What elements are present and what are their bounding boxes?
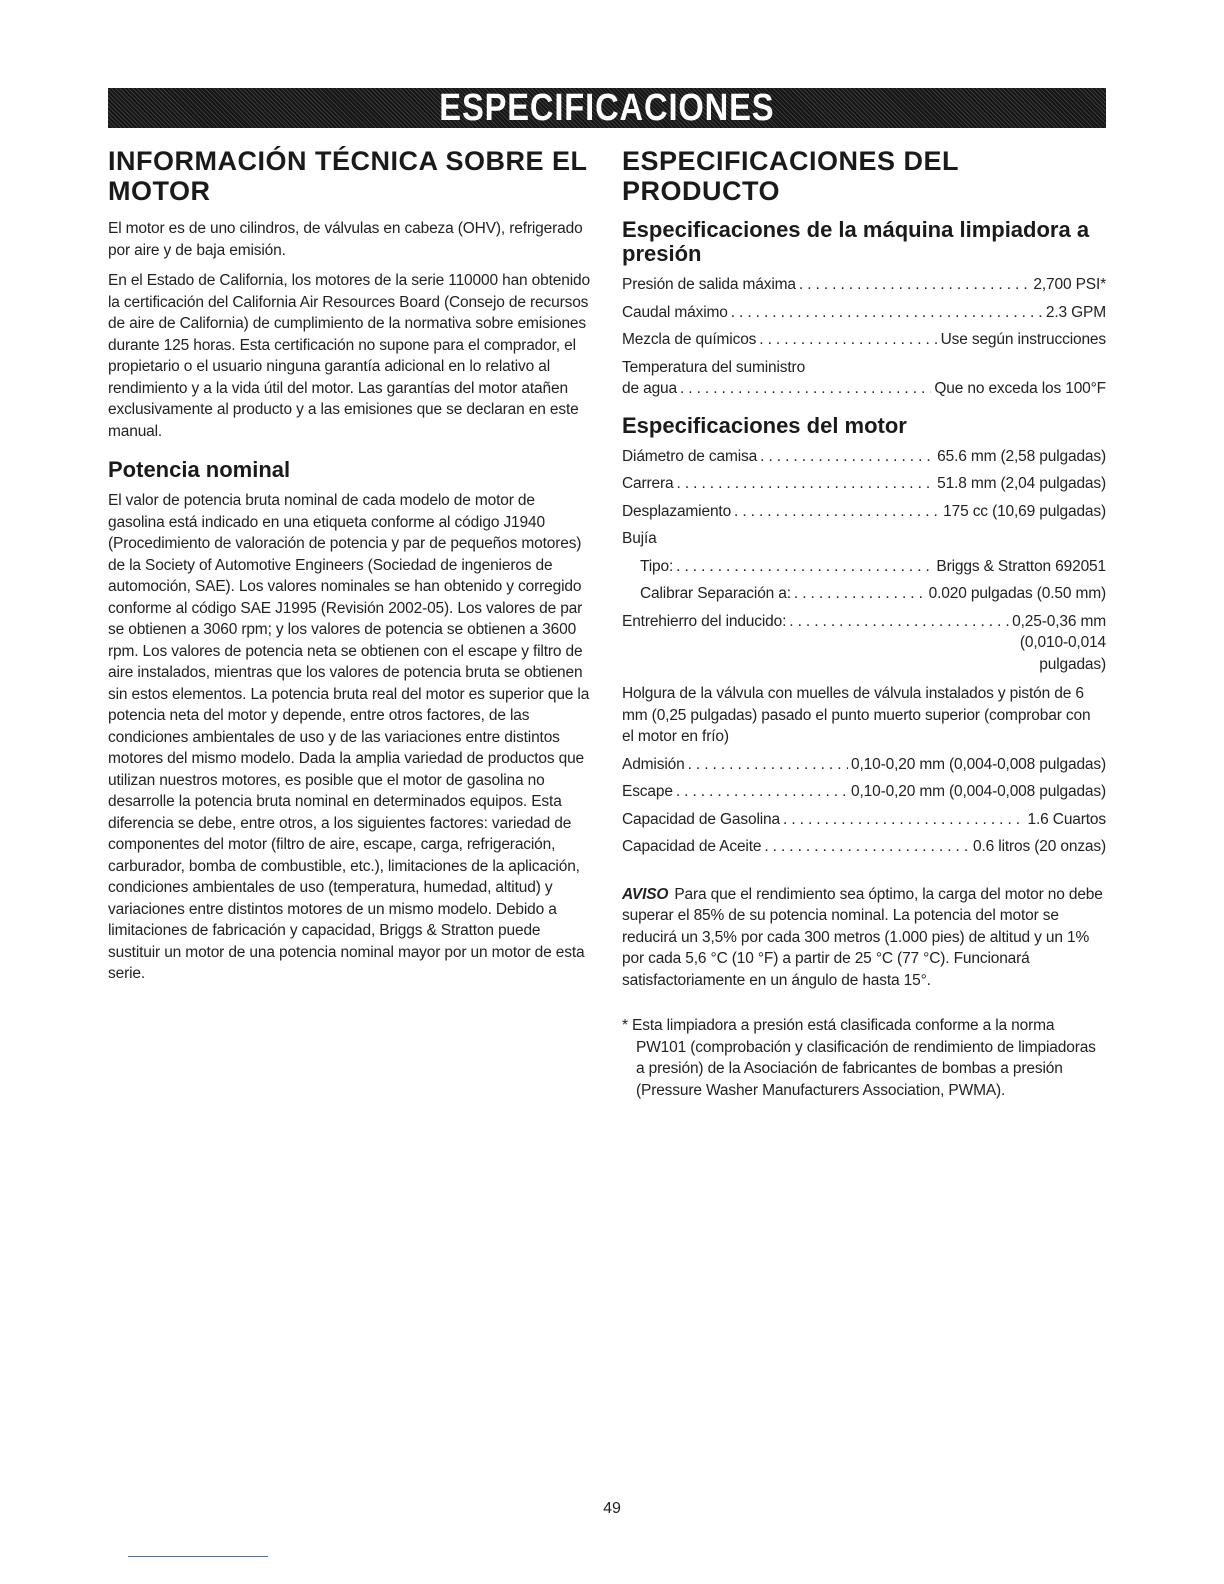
spec-label: Desplazamiento: [622, 502, 732, 520]
spec-row-water-temp: [622, 378, 1106, 400]
spec-label: Tipo:: [640, 557, 674, 575]
engine-description: El motor es de uno cilindros, de válvulas en cabeza (OHV), refrigerado por aire y de baja emisión.: [108, 220, 583, 259]
washer-specs-heading: Especificaciones de la máquina limpiadora a presión: [622, 217, 1090, 266]
spec-value: Briggs & Stratton 692051: [936, 557, 1106, 575]
spec-row-plug-gap: [622, 583, 1106, 605]
leader-dots: [799, 274, 1031, 296]
armature-value-continued: pulgadas): [1039, 655, 1106, 673]
spec-row-armature-gap: [622, 611, 1106, 633]
spec-row-stroke: [622, 473, 1106, 495]
spec-row-flow: [622, 302, 1106, 324]
spec-value: Use según instrucciones: [940, 331, 1106, 348]
spec-row-displacement: [622, 501, 1106, 523]
engine-specs: [622, 446, 1106, 858]
spec-label: Diámetro de camisa: [622, 447, 758, 465]
spec-label-line: Temperatura del suministro: [622, 358, 806, 376]
spec-label: Presión de salida máxima: [622, 276, 796, 293]
spec-label: Carrera: [622, 475, 674, 492]
spec-value: 0.6 litros (20 onzas): [973, 838, 1106, 855]
leader-dots: [676, 556, 933, 578]
right-column: [622, 146, 1106, 1101]
leader-dots: [688, 754, 848, 776]
leader-dots: [760, 446, 934, 468]
spec-value: 2.3 GPM: [1045, 303, 1106, 321]
spec-value: 175 cc (10,69 pulgadas): [943, 502, 1106, 520]
leader-dots: [794, 583, 926, 605]
banner-title: ESPECIFICACIONES: [439, 87, 775, 129]
spec-label: Admisión: [622, 755, 685, 773]
spec-row-exhaust: [622, 781, 1106, 803]
spec-label: Mezcla de químicos: [622, 331, 757, 348]
leader-dots: [783, 809, 1025, 831]
spec-value: 0,25-0,36 mm: [1012, 612, 1106, 630]
page-number: 49: [603, 1500, 621, 1517]
spec-value: Que no exceda los 100°F: [934, 380, 1106, 397]
spec-row-plug-type: [622, 556, 1106, 578]
leader-dots: [759, 329, 937, 351]
leader-dots: [789, 611, 1009, 633]
spec-label: Capacidad de Aceite: [622, 838, 762, 855]
spark-plug-label: Bujía: [622, 530, 657, 547]
leader-dots: [734, 501, 940, 523]
valve-clearance-text: Holgura de la válvula con muelles de válvula instalados y pistón de 6 mm (0,25 pulgadas) pasado el punto muerto superior (comprobar con el motor en frío): [622, 685, 1091, 745]
product-specs-heading: ESPECIFICACIONES DEL PRODUCTO: [622, 146, 959, 206]
spec-label: de agua: [622, 380, 677, 397]
leader-dots: [676, 781, 848, 803]
leader-dots: [764, 836, 970, 858]
power-rating-heading: Potencia nominal: [108, 457, 291, 482]
spec-row-fuel-capacity: [622, 809, 1106, 831]
spec-value: 0,10-0,20 mm (0,004-0,008 pulgadas): [851, 755, 1106, 773]
leader-dots: [677, 473, 935, 495]
spec-row-oil-capacity: [622, 836, 1106, 858]
spec-label: Calibrar Separación a:: [640, 585, 791, 602]
engine-info-heading: INFORMACIÓN TÉCNICA SOBRE EL MOTOR: [108, 146, 588, 206]
spec-row-intake: [622, 754, 1106, 776]
spec-label: Entrehierro del inducido:: [622, 612, 787, 630]
power-rating-text: El valor de potencia bruta nominal de cada modelo de motor de gasolina está indicado en una etiqueta conforme al código J1940 (Procedimiento de valoración de potencia y par de pequeños motores) de la Society of Automotive Engineers (Sociedad de ingenieros de automoción, SAE). Los valores nominales se han obtenido y corregido conforme al código SAE J1995 (Revisión 2002-05). Los valores de par se obtienen a 3060 rpm; y los valores de potencia se obtienen a 3600 rpm. Los valores de potencia neta se obtienen con el escape y filtro de aire instalados, mientras que los valores de potencia bruta se obtienen sin estos elementos. La potencia bruta real del motor es superior que la potencia neta del motor y depende, entre otros factores, de las condiciones ambientales de uso y de las variaciones entre distintos motores del mismo modelo. Dada la amplia variedad de productos que utilizan nuestros motores, es posible que el motor de gasolina no desarrolle la potencia bruta nominal en determinados equipos. Esta diferencia se debe, entre otros, a los siguientes factores: variedad de componentes del motor (filtro de aire, escape, carga, refrigeración, carburador, bomba de combustible, etc.), limitaciones de la aplicación, condiciones ambientales de uso (temperatura, humedad, altitud) y variaciones entre distintos motores de un mismo modelo. Debido a limitaciones de fabricación y capacidad, Briggs & Stratton puede sustituir un motor de una potencia nominal mayor por un motor de esta serie.: [108, 492, 590, 982]
armature-value-continued: (0,010-0,014: [1019, 634, 1106, 651]
spec-value: 0.020 pulgadas (0.50 mm): [928, 585, 1106, 602]
engine-specs-heading: Especificaciones del motor: [622, 412, 907, 438]
notice: [622, 884, 1106, 992]
spec-value: 1.6 Cuartos: [1027, 810, 1106, 828]
spec-label: Caudal máximo: [622, 303, 728, 321]
leader-dots: [731, 302, 1043, 324]
washer-specs: [622, 274, 1106, 400]
spec-value: 51.8 mm (2,04 pulgadas): [937, 475, 1106, 492]
section-banner: [108, 88, 1106, 128]
pwma-footnote: * Esta limpiadora a presión está clasificada conforme a la norma PW101 (comprobación y clasificación de rendimiento de limpiadoras a presión) de la Asociación de fabricantes de bombas a presión (Pressure Washer Manufacturers Association, PWMA).: [622, 1017, 1096, 1099]
california-certification: En el Estado de California, los motores de la serie 110000 han obtenido la certificación del California Air Resources Board (Consejo de recursos de aire de California) de cumplimiento de la normativa sobre emisiones durante 125 horas. Esta certificación no supone para el comprador, el propietario o el usuario ninguna garantía adicional en lo relativo al rendimiento y a la vida útil del motor. Las garantías del motor atañen exclusivamente al producto y a las emisiones que se declaran en este manual.: [108, 272, 590, 440]
spec-value: 0,10-0,20 mm (0,004-0,008 pulgadas): [851, 783, 1106, 800]
spec-label: Escape: [622, 783, 673, 800]
notice-label: AVISO: [622, 885, 669, 903]
left-column: [108, 146, 592, 994]
spec-label: Capacidad de Gasolina: [622, 810, 780, 828]
spec-value: 2,700 PSI*: [1033, 276, 1106, 293]
notice-text: Para que el rendimiento sea óptimo, la carga del motor no debe superar el 85% de su potencia nominal. La potencia del motor se reducirá un 3,5% por cada 300 metros (1.000 pies) de altitud y un 1% por cada 5,6 °C (10 °F) a partir de 25 °C (77 °C). Funcionará satisfactoriamente en un ángulo de hasta 15°.: [622, 885, 1103, 989]
spec-row-pressure: [622, 274, 1106, 296]
spec-row-bore: [622, 446, 1106, 468]
footer-rule: [128, 1556, 268, 1557]
leader-dots: [680, 378, 931, 400]
spec-value: 65.6 mm (2,58 pulgadas): [937, 447, 1106, 465]
spec-row-chemicals: [622, 329, 1106, 351]
